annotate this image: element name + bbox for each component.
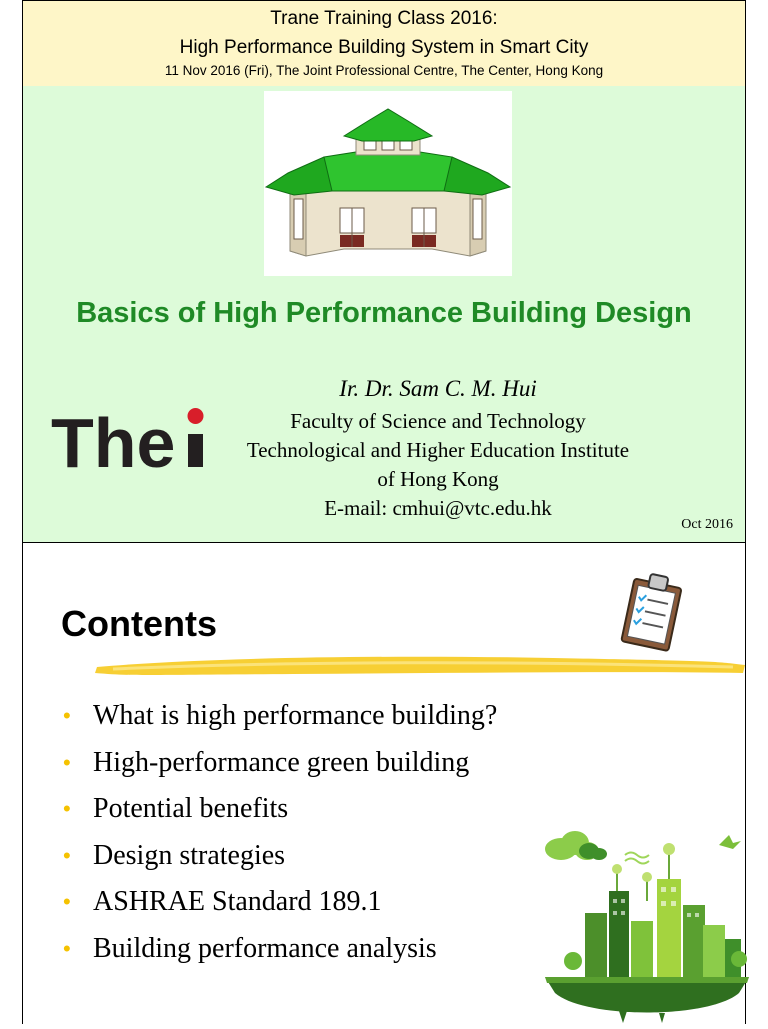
list-item-text: Building performance analysis (93, 932, 437, 964)
list-item (63, 745, 497, 792)
presenter-faculty: Faculty of Science and Technology (290, 409, 586, 433)
presenter-email: E-mail: cmhui@vtc.edu.hk (324, 496, 552, 520)
list-item-text: ASHRAE Standard 189.1 (93, 886, 382, 917)
bullet-icon: • (63, 935, 71, 961)
contents-slide (22, 543, 746, 1024)
presenter-institute: Technological and Higher Education Institute (246, 438, 630, 462)
slide-date: Oct 2016 (681, 517, 733, 532)
list-item-text: What is high performance building? (93, 700, 498, 731)
bullet-icon: • (63, 842, 71, 868)
bullet-icon: • (63, 889, 71, 914)
list-item (63, 698, 497, 745)
list-item (63, 791, 497, 838)
clipboard-icon (618, 571, 688, 653)
list-item-text: High-performance green building (93, 746, 470, 778)
presenter-institute-location: of Hong Kong (377, 467, 499, 491)
highlighter-stroke (93, 649, 747, 679)
contents-list (63, 698, 497, 977)
course-title: Trane Training Class 2016: (270, 8, 498, 29)
thei-logo (51, 403, 211, 473)
title-slide (22, 0, 746, 543)
list-item-text: Design strategies (93, 839, 286, 871)
building-illustration (264, 91, 512, 276)
course-date-venue: 11 Nov 2016 (Fri), The Joint Professional Centre, The Center, Hong Kong (164, 63, 604, 78)
bullet-icon: • (63, 703, 71, 728)
bullet-icon: • (63, 796, 71, 821)
list-item-text: Potential benefits (93, 793, 289, 824)
bullet-icon: • (63, 749, 71, 775)
green-city-illustration (539, 821, 755, 1024)
contents-title: Contents (61, 603, 217, 644)
list-item (63, 884, 497, 931)
list-item (63, 931, 497, 978)
header-band (23, 1, 745, 86)
list-item (63, 838, 497, 885)
presentation-title: Basics of High Performance Building Design (76, 297, 692, 329)
logo-text: The (51, 404, 176, 473)
course-subtitle: High Performance Building System in Smart City (179, 37, 589, 58)
presenter-name: Ir. Dr. Sam C. M. Hui (339, 376, 537, 401)
